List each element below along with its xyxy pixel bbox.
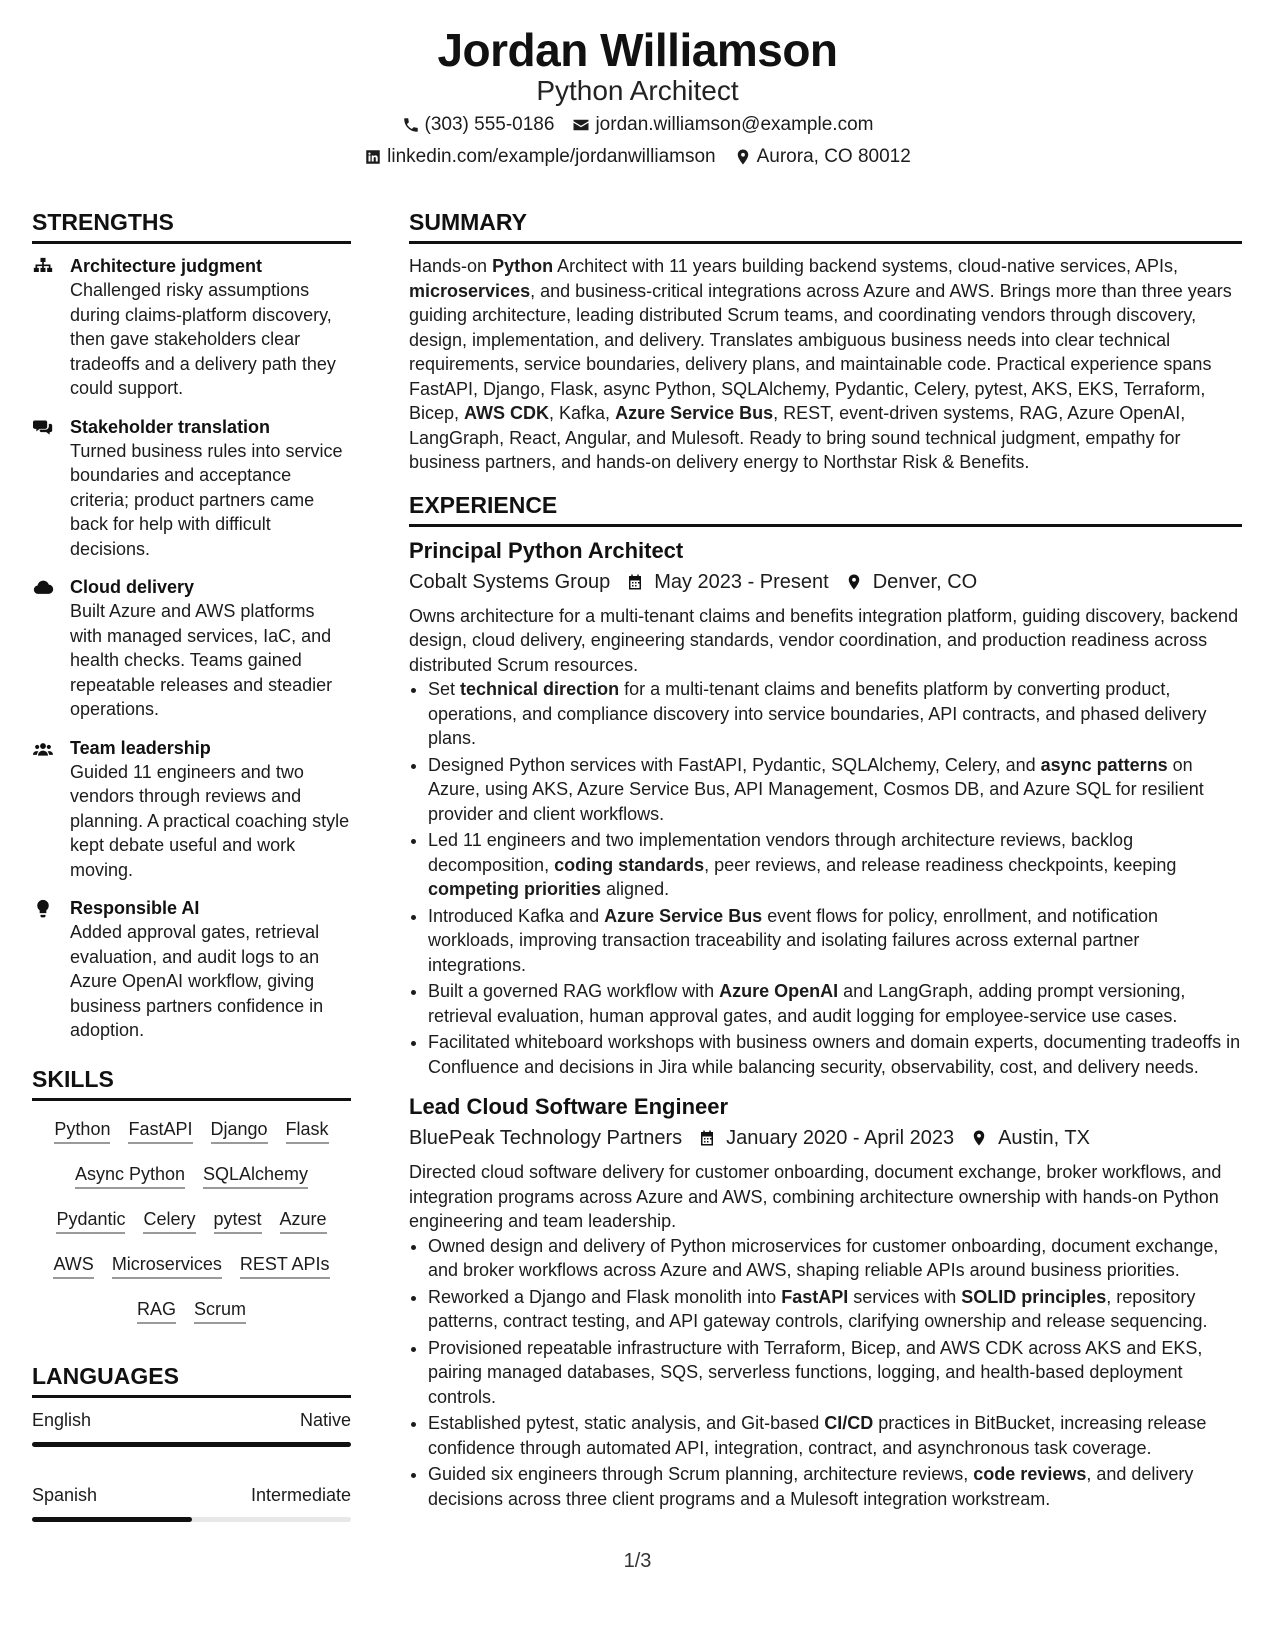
skill-tag: Async Python	[75, 1162, 185, 1189]
strength-desc: Added approval gates, retrieval evaluation, and audit logs to an Azure OpenAI workflow, giving business partners confidence in adoption.	[70, 922, 324, 1040]
job-dates: January 2020 - April 2023	[726, 1127, 955, 1149]
language-item	[32, 1483, 351, 1522]
text-segment: event flows for policy, enrollment, and notification workloads, improving transaction traceability and isolating failures across external partner integrations.	[428, 905, 1159, 975]
job-company: BluePeak Technology Partners	[409, 1127, 683, 1149]
strength-item	[32, 575, 351, 722]
job-bullet	[428, 677, 1242, 751]
summary-text	[409, 254, 1242, 475]
skill-tag: pytest	[214, 1207, 262, 1234]
job-bullets	[409, 1234, 1242, 1512]
strength-body	[70, 736, 351, 883]
calendar-icon	[698, 1129, 716, 1147]
strength-icon-wrap	[32, 415, 58, 562]
strength-icon-wrap	[32, 896, 58, 1043]
strength-title: Stakeholder translation	[70, 416, 271, 437]
skill-tag: Flask	[286, 1117, 329, 1144]
language-row	[32, 1408, 351, 1432]
job-dates: May 2023 - Present	[654, 570, 829, 593]
strength-item	[32, 736, 351, 883]
contact-phone[interactable]	[402, 112, 555, 138]
bold-text: technical direction	[460, 679, 620, 699]
text-segment: Guided six engineers through Scrum planning, architecture reviews,	[428, 1464, 974, 1484]
right-column	[409, 208, 1242, 1525]
job-location: Austin, TX	[998, 1127, 1090, 1149]
text-segment: Set	[428, 679, 461, 699]
linkedin-text: linkedin.com/example/jordanwilliamson	[387, 146, 716, 167]
skill-tag: SQLAlchemy	[203, 1162, 308, 1189]
text-segment: for a multi-tenant claims and benefits platform by converting product, operations, and compliance discovery into service boundaries, API contracts, and phased delivery plans.	[428, 679, 1207, 748]
strengths-heading: STRENGTHS	[32, 208, 351, 244]
job-bullet	[428, 904, 1242, 978]
skill-tag: RAG	[137, 1297, 176, 1324]
skills-list	[32, 1111, 351, 1324]
job-bullet	[428, 1462, 1242, 1511]
experience-heading: EXPERIENCE	[409, 491, 1242, 527]
strength-body	[70, 415, 351, 562]
location-text: Aurora, CO 80012	[756, 146, 911, 167]
language-bar-fill	[32, 1517, 192, 1522]
strength-body	[70, 896, 351, 1043]
sitemap-icon	[32, 257, 54, 277]
strength-title: Architecture judgment	[70, 256, 263, 276]
text-segment: practices in BitBucket, increasing release confidence through automated API, integration, contract, and asynchronous task coverage.	[428, 1413, 1207, 1458]
job-entry	[409, 537, 1242, 1080]
strength-body	[70, 575, 351, 722]
skill-tag: Django	[211, 1117, 268, 1144]
job-location: Denver, CO	[872, 570, 978, 593]
candidate-name: Jordan Williamson	[437, 24, 838, 76]
skills-heading: SKILLS	[32, 1065, 351, 1101]
text-segment: , Kafka,	[549, 403, 616, 423]
job-meta	[409, 1124, 1242, 1152]
candidate-role: Python Architect	[536, 75, 739, 106]
job-title: Lead Cloud Software Engineer	[409, 1094, 729, 1119]
job-bullet	[428, 828, 1242, 902]
languages-heading: LANGUAGES	[32, 1362, 351, 1398]
phone-text: (303) 555-0186	[424, 114, 555, 135]
skill-tag: Microservices	[112, 1252, 222, 1279]
strength-item	[32, 415, 351, 562]
job-description: Directed cloud software delivery for customer onboarding, document exchange, broker workflows, and integration programs across Azure and AWS, combining architecture ownership with hands-on Python engineering and team leadership.	[409, 1162, 1222, 1231]
language-level: Intermediate	[250, 1484, 351, 1505]
strength-title: Cloud delivery	[70, 577, 195, 597]
text-segment: Provisioned repeatable infrastructure with Terraform, Bicep, and AWS CDK across AKS and EKS, pairing managed databases, SQS, serverless functions, logging, and health-based deployment controls.	[428, 1337, 1203, 1407]
job-bullet	[428, 1285, 1242, 1334]
job-bullet	[428, 753, 1242, 827]
map-marker-icon	[970, 1129, 988, 1147]
bold-text: Azure Service Bus	[604, 905, 763, 926]
bold-text: Python	[492, 256, 554, 276]
text-segment: , peer reviews, and release readiness checkpoints, keeping	[704, 854, 1177, 875]
language-item	[32, 1408, 351, 1447]
strength-icon-wrap	[32, 736, 58, 883]
contact-linkedin[interactable]	[364, 144, 715, 170]
job-bullet	[428, 979, 1242, 1028]
strength-item	[32, 254, 351, 401]
bold-text: Azure Service Bus	[615, 403, 774, 423]
text-segment: services with	[848, 1286, 962, 1307]
job-bullet	[428, 1234, 1242, 1283]
contact-email[interactable]	[572, 112, 873, 138]
strength-desc: Challenged risky assumptions during claims-platform discovery, then gave stakeholders clear tradeoffs and a delivery path they could support.	[70, 280, 336, 398]
job-entry	[409, 1093, 1242, 1511]
job-meta	[409, 568, 1242, 596]
job-description: Owns architecture for a multi-tenant claims and benefits integration platform, guiding discovery, backend design, cloud delivery, engineering standards, vendor coordination, and production readiness across distributed Scrum resources.	[409, 605, 1239, 675]
bold-text: competing priorities	[428, 879, 602, 899]
skill-tag: FastAPI	[128, 1117, 192, 1144]
job-bullet	[428, 1030, 1242, 1079]
text-segment: , REST, event-driven systems, RAG, Azure OpenAI, LangGraph, React, Angular, and Mulesoft. Ready to bring sound technical judgment, empathy for business partners, and hands-on delivery energy to Northstar Risk & Benefits.	[409, 403, 1186, 472]
strength-title: Responsible AI	[70, 898, 200, 918]
text-segment: Established pytest, static analysis, and Git-based	[428, 1413, 825, 1433]
linkedin-icon	[364, 148, 382, 166]
bold-text: microservices	[409, 280, 531, 301]
bold-text: CI/CD	[824, 1413, 874, 1433]
contact-location	[734, 144, 911, 170]
strength-body	[70, 254, 351, 401]
bold-text: coding standards	[554, 854, 705, 875]
text-segment: aligned.	[601, 879, 670, 899]
language-level: Native	[299, 1409, 351, 1430]
text-segment: , and delivery decisions across three client programs and a Mulesoft integration workstream.	[428, 1464, 1194, 1509]
job-company: Cobalt Systems Group	[409, 570, 611, 593]
text-segment: Hands-on	[409, 256, 493, 276]
strength-title: Team leadership	[70, 737, 211, 758]
bold-text: FastAPI	[781, 1286, 849, 1307]
skill-tag: Python	[54, 1117, 110, 1144]
skill-tag: Celery	[143, 1207, 195, 1234]
language-name: English	[32, 1409, 92, 1430]
text-segment: on Azure, using AKS, Azure Service Bus, API Management, Cosmos DB, and Azure SQL for resilient provider and client workflows.	[428, 754, 1204, 824]
bold-text: Azure OpenAI	[719, 981, 839, 1001]
strength-desc: Guided 11 engineers and two vendors through reviews and planning. A practical coaching style kept debate useful and work moving.	[70, 761, 350, 880]
skill-tag: REST APIs	[240, 1252, 330, 1279]
experience-list	[409, 537, 1242, 1512]
phone-icon	[402, 116, 420, 134]
strength-desc: Turned business rules into service boundaries and acceptance criteria; product partners came back for help with difficult decisions.	[70, 440, 343, 559]
text-segment: Facilitated whiteboard workshops with business owners and domain experts, documenting tradeoffs in Confluence and decisions in Jira while balancing security, observability, cost, and delivery needs.	[428, 1032, 1241, 1077]
cloud-icon	[32, 578, 54, 598]
job-bullet	[428, 1336, 1242, 1410]
language-name: Spanish	[32, 1484, 98, 1505]
calendar-icon	[626, 573, 644, 591]
job-bullet	[428, 1411, 1242, 1460]
language-row	[32, 1483, 351, 1507]
strengths-list	[32, 254, 351, 1043]
strength-icon-wrap	[32, 575, 58, 722]
strength-icon-wrap	[32, 254, 58, 401]
strength-item	[32, 896, 351, 1043]
text-segment: Led 11 engineers and two implementation vendors through architecture reviews, backlog decomposition,	[428, 830, 1134, 875]
job-bullets	[409, 677, 1242, 1079]
lightbulb-icon	[32, 899, 54, 919]
language-bar	[32, 1442, 351, 1447]
skill-tag: Pydantic	[56, 1207, 125, 1234]
text-segment: Owned design and delivery of Python microservices for customer onboarding, document exchange, and broker workflows across Azure and AWS, shaping reliable APIs around business priorities.	[428, 1235, 1219, 1280]
bold-text: SOLID principles	[961, 1286, 1107, 1307]
summary-heading: SUMMARY	[409, 208, 1242, 244]
bold-text: async patterns	[1040, 754, 1168, 775]
text-segment: Reworked a Django and Flask monolith into	[428, 1286, 782, 1307]
map-marker-icon	[845, 573, 863, 591]
text-segment: Designed Python services with FastAPI, Pydantic, SQLAlchemy, Celery, and	[428, 754, 1041, 775]
text-segment: Built a governed RAG workflow with	[428, 981, 720, 1001]
language-bar	[32, 1517, 351, 1522]
map-marker-icon	[734, 148, 752, 166]
envelope-icon	[572, 116, 590, 134]
languages-list	[32, 1408, 351, 1522]
left-column	[32, 208, 351, 1558]
text-segment: Introduced Kafka and	[428, 905, 605, 926]
users-icon	[32, 739, 54, 759]
skill-tag: Scrum	[194, 1297, 246, 1324]
skill-tag: AWS	[53, 1252, 93, 1279]
skill-tag: Azure	[280, 1207, 327, 1234]
text-segment: and LangGraph, adding prompt versioning, retrieval evaluation, human approval gates, and audit logging for employee-service use cases.	[428, 981, 1186, 1026]
job-title: Principal Python Architect	[409, 537, 684, 563]
strength-desc: Built Azure and AWS platforms with managed services, IaC, and health checks. Teams gained repeatable releases and steadier operations.	[70, 601, 333, 719]
email-text: jordan.williamson@example.com	[595, 114, 874, 135]
bold-text: AWS CDK	[464, 403, 550, 423]
contact-row-2	[0, 144, 1275, 170]
language-bar-fill	[32, 1442, 351, 1447]
page-number: 1/3	[623, 1550, 652, 1572]
bold-text: code reviews	[973, 1464, 1087, 1484]
text-segment: , repository patterns, contract testing, and API gateway controls, clarifying ownership and release sequencing.	[428, 1286, 1208, 1331]
contact-row-1	[0, 112, 1275, 138]
text-segment: , and business-critical integrations across Azure and AWS. Brings more than three years guiding architecture, leading distributed Scrum teams, and coordinating vendors through discovery, design, implementation, and delivery. Translates ambiguous business needs into clear technical requirements, service boundaries, delivery plans, and maintainable code. Practical experience spans FastAPI, Django, Flask, async Python, SQLAlchemy, Pydantic, Celery, pytest, AKS, EKS, Terraform, Bicep,	[409, 280, 1232, 423]
comments-icon	[32, 418, 54, 438]
text-segment: Architect with 11 years building backend systems, cloud-native services, APIs,	[553, 256, 1179, 276]
